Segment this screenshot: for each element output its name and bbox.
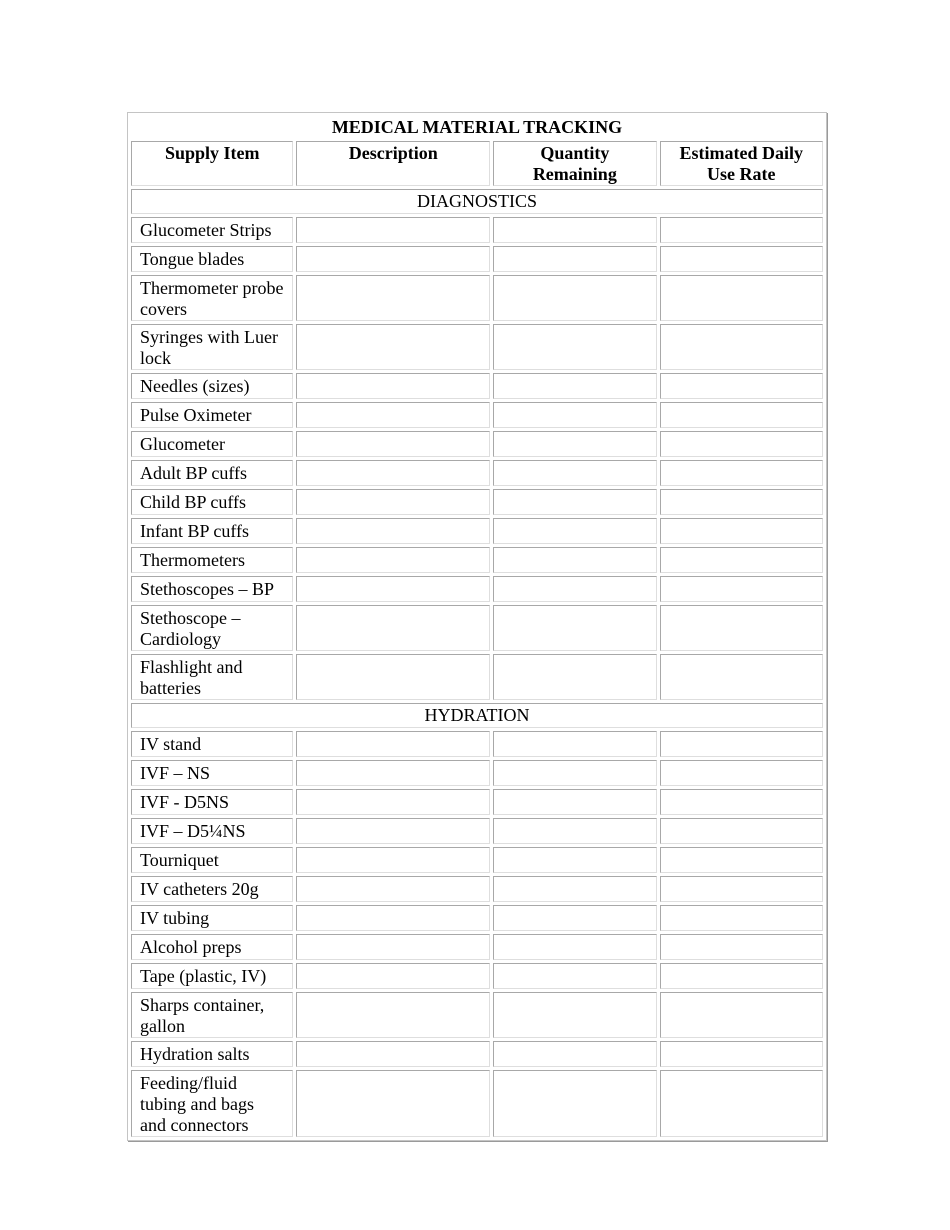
supply-item-cell: Child BP cuffs — [131, 489, 293, 515]
daily-use-rate-cell — [660, 731, 823, 757]
supply-item-cell: Needles (sizes) — [131, 373, 293, 399]
quantity-remaining-cell — [493, 1070, 656, 1137]
supply-item-cell: IV stand — [131, 731, 293, 757]
supply-item-cell: IVF - D5NS — [131, 789, 293, 815]
daily-use-rate-cell — [660, 402, 823, 428]
section-heading: HYDRATION — [131, 703, 823, 728]
table-row — [131, 818, 823, 844]
quantity-remaining-cell — [493, 275, 656, 321]
supply-item-cell: Flashlight and batteries — [131, 654, 293, 700]
daily-use-rate-cell — [660, 547, 823, 573]
column-header-estimated-daily-use-rate: Estimated Daily Use Rate — [660, 141, 823, 186]
section-heading: DIAGNOSTICS — [131, 189, 823, 214]
description-cell — [296, 460, 490, 486]
quantity-remaining-cell — [493, 431, 656, 457]
supply-item-cell: Adult BP cuffs — [131, 460, 293, 486]
quantity-remaining-cell — [493, 489, 656, 515]
table-row — [131, 992, 823, 1038]
description-cell — [296, 876, 490, 902]
daily-use-rate-cell — [660, 760, 823, 786]
quantity-remaining-cell — [493, 905, 656, 931]
daily-use-rate-cell — [660, 847, 823, 873]
description-cell — [296, 731, 490, 757]
description-cell — [296, 905, 490, 931]
table-row — [131, 760, 823, 786]
description-cell — [296, 217, 490, 243]
supply-item-cell: Glucometer — [131, 431, 293, 457]
supply-item-cell: Infant BP cuffs — [131, 518, 293, 544]
table-row — [131, 963, 823, 989]
description-cell — [296, 547, 490, 573]
table-row — [131, 324, 823, 370]
section-row — [131, 703, 823, 728]
daily-use-rate-cell — [660, 489, 823, 515]
quantity-remaining-cell — [493, 1041, 656, 1067]
description-cell — [296, 431, 490, 457]
quantity-remaining-cell — [493, 246, 656, 272]
table-row — [131, 373, 823, 399]
daily-use-rate-cell — [660, 324, 823, 370]
table-row — [131, 876, 823, 902]
table-row — [131, 402, 823, 428]
supply-item-cell: Feeding/fluid tubing and bags and connectors — [131, 1070, 293, 1137]
supply-item-cell: Stethoscopes – BP — [131, 576, 293, 602]
description-cell — [296, 373, 490, 399]
daily-use-rate-cell — [660, 934, 823, 960]
table-row — [131, 431, 823, 457]
daily-use-rate-cell — [660, 460, 823, 486]
table-row — [131, 576, 823, 602]
description-cell — [296, 246, 490, 272]
quantity-remaining-cell — [493, 818, 656, 844]
daily-use-rate-cell — [660, 217, 823, 243]
table-body — [131, 189, 823, 1137]
table-row — [131, 905, 823, 931]
quantity-remaining-cell — [493, 518, 656, 544]
table-row — [131, 275, 823, 321]
supply-item-cell: Stethoscope – Cardiology — [131, 605, 293, 651]
description-cell — [296, 518, 490, 544]
quantity-remaining-cell — [493, 605, 656, 651]
supply-item-cell: Sharps container, gallon — [131, 992, 293, 1038]
daily-use-rate-cell — [660, 246, 823, 272]
description-cell — [296, 760, 490, 786]
supply-item-cell: IV catheters 20g — [131, 876, 293, 902]
quantity-remaining-cell — [493, 654, 656, 700]
table-row — [131, 518, 823, 544]
quantity-remaining-cell — [493, 547, 656, 573]
supply-item-cell: IVF – NS — [131, 760, 293, 786]
table-row — [131, 460, 823, 486]
daily-use-rate-cell — [660, 818, 823, 844]
table-row — [131, 489, 823, 515]
daily-use-rate-cell — [660, 1070, 823, 1137]
description-cell — [296, 847, 490, 873]
quantity-remaining-cell — [493, 402, 656, 428]
quantity-remaining-cell — [493, 576, 656, 602]
supply-item-cell: Tourniquet — [131, 847, 293, 873]
quantity-remaining-cell — [493, 460, 656, 486]
daily-use-rate-cell — [660, 789, 823, 815]
quantity-remaining-cell — [493, 731, 656, 757]
quantity-remaining-cell — [493, 963, 656, 989]
supply-item-cell: Pulse Oximeter — [131, 402, 293, 428]
daily-use-rate-cell — [660, 275, 823, 321]
table-row — [131, 847, 823, 873]
table-row — [131, 605, 823, 651]
quantity-remaining-cell — [493, 217, 656, 243]
description-cell — [296, 576, 490, 602]
description-cell — [296, 1070, 490, 1137]
column-header-quantity-remaining: Quantity Remaining — [493, 141, 656, 186]
daily-use-rate-cell — [660, 963, 823, 989]
table-row — [131, 547, 823, 573]
description-cell — [296, 275, 490, 321]
page-title: MEDICAL MATERIAL TRACKING — [331, 117, 623, 137]
table-row — [131, 934, 823, 960]
header-row — [131, 141, 823, 186]
daily-use-rate-cell — [660, 876, 823, 902]
supply-item-cell: Tape (plastic, IV) — [131, 963, 293, 989]
daily-use-rate-cell — [660, 1041, 823, 1067]
section-row — [131, 189, 823, 214]
quantity-remaining-cell — [493, 324, 656, 370]
description-cell — [296, 789, 490, 815]
tracking-sheet — [127, 112, 827, 1141]
supply-item-cell: IVF – D5¼NS — [131, 818, 293, 844]
supply-item-cell: Hydration salts — [131, 1041, 293, 1067]
description-cell — [296, 934, 490, 960]
table-row — [131, 731, 823, 757]
daily-use-rate-cell — [660, 576, 823, 602]
description-cell — [296, 489, 490, 515]
supply-item-cell: Thermometer probe covers — [131, 275, 293, 321]
quantity-remaining-cell — [493, 760, 656, 786]
table-row — [131, 789, 823, 815]
supply-item-cell: Tongue blades — [131, 246, 293, 272]
quantity-remaining-cell — [493, 934, 656, 960]
supply-item-cell: Syringes with Luer lock — [131, 324, 293, 370]
description-cell — [296, 324, 490, 370]
description-cell — [296, 818, 490, 844]
description-cell — [296, 1041, 490, 1067]
supply-item-cell: Alcohol preps — [131, 934, 293, 960]
column-header-supply-item: Supply Item — [131, 141, 293, 186]
quantity-remaining-cell — [493, 847, 656, 873]
table-row — [131, 217, 823, 243]
quantity-remaining-cell — [493, 876, 656, 902]
tracking-table — [128, 138, 826, 1140]
daily-use-rate-cell — [660, 605, 823, 651]
daily-use-rate-cell — [660, 905, 823, 931]
daily-use-rate-cell — [660, 373, 823, 399]
description-cell — [296, 963, 490, 989]
table-row — [131, 1070, 823, 1137]
description-cell — [296, 402, 490, 428]
table-row — [131, 1041, 823, 1067]
quantity-remaining-cell — [493, 992, 656, 1038]
column-header-description: Description — [296, 141, 490, 186]
supply-item-cell: Thermometers — [131, 547, 293, 573]
quantity-remaining-cell — [493, 373, 656, 399]
quantity-remaining-cell — [493, 789, 656, 815]
supply-item-cell: Glucometer Strips — [131, 217, 293, 243]
daily-use-rate-cell — [660, 992, 823, 1038]
description-cell — [296, 605, 490, 651]
daily-use-rate-cell — [660, 654, 823, 700]
table-row — [131, 246, 823, 272]
daily-use-rate-cell — [660, 431, 823, 457]
daily-use-rate-cell — [660, 518, 823, 544]
table-row — [131, 654, 823, 700]
supply-item-cell: IV tubing — [131, 905, 293, 931]
description-cell — [296, 992, 490, 1038]
description-cell — [296, 654, 490, 700]
